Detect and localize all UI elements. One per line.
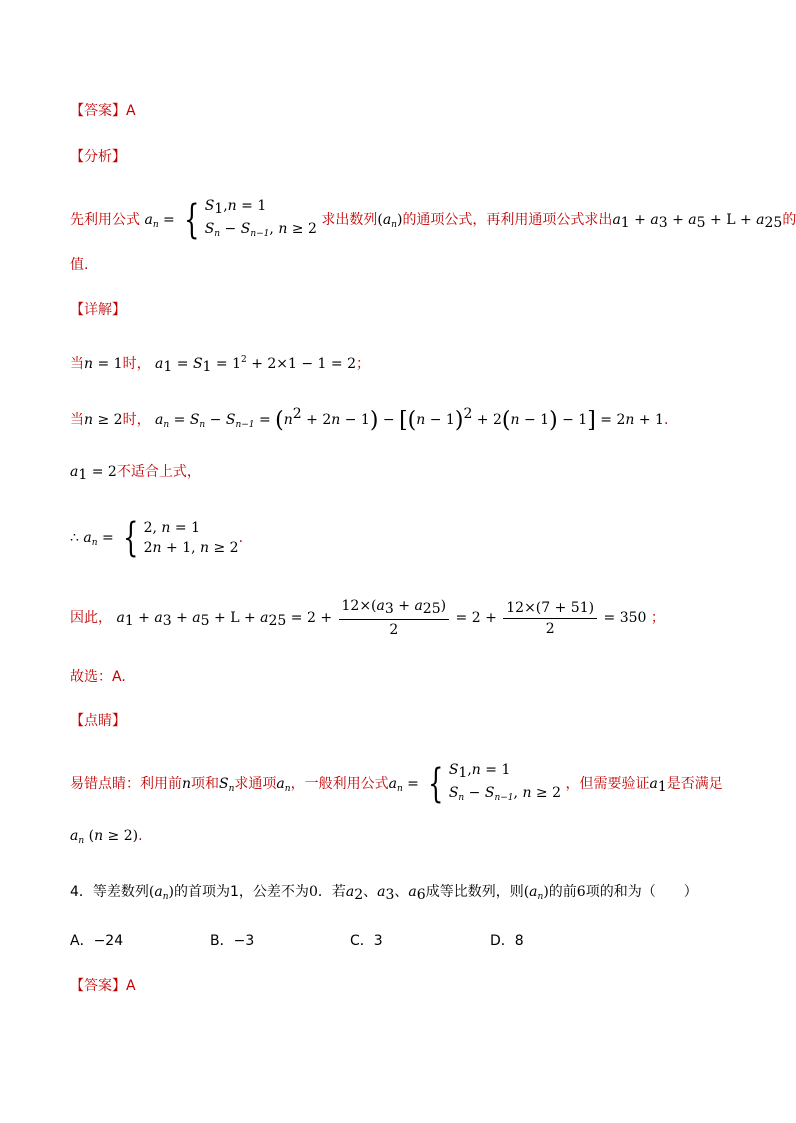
piecewise-formula-2: { $S_1,n = 1$ $S_n - S_{n-1}$, n ≥ 2: [428, 761, 562, 807]
option-c: C．3: [350, 933, 383, 949]
point-line-2: $a_n$ (n ≥ 2).: [70, 828, 143, 846]
detail-line-2: 当n ≥ 2时， $a_n = S_n - S_{n-1} = (n^2 + 2n - 1) - [(n - 1)^2 + 2(n - 1) - 1] = 2n + 1$.: [70, 406, 669, 433]
point-line-1: 易错点睛：利用前n项和$S_n$求通项$a_n$，一般利用公式$a_n$ = { $S_1,n = 1$ $S_n - S_{n-1}$, n ≥ 2 ，但需要验证$a_1$是否满足: [70, 761, 723, 807]
detail-line-3: $a_1 = 2$不适合上式，: [70, 464, 201, 483]
answer-value: A: [126, 103, 136, 119]
answer-line-2: [70, 976, 136, 996]
question-4-options: [70, 931, 630, 951]
analysis-label: 【分析】: [70, 149, 126, 165]
piecewise-formula: { $S_1,n = 1$ $S_n - S_{n-1}$, n ≥ 2: [184, 197, 317, 243]
detail-line-1: 当n = 1时， $a_1 = S_1 = 1^2 + 2\times 1 - 1 = 2$；: [70, 355, 371, 375]
analysis-line: 先利用公式 $a_n$ = { $S_1,n = 1$ $S_n - S_{n-1}$, n ≥ 2 求出数列$(a_n)$的通项公式，再利用通项公式求出$a_1 + a_3 + a_5 + L + a_{25}$的: [70, 197, 796, 243]
point-label: 【点睛】: [70, 713, 126, 729]
answer-line-1: [70, 101, 136, 121]
detail-line-4: ∴ $a_n$ = { 2, n = 1 2n + 1, n ≥ 2.: [70, 515, 244, 561]
piecewise-result: { 2, n = 1 2n + 1, n ≥ 2: [123, 515, 239, 561]
answer-label: 【答案】: [70, 103, 126, 119]
option-b: B．−3: [210, 933, 255, 949]
fraction-1: $\frac{12\times(a_3 + a_{25})}{2}$: [339, 596, 450, 640]
option-a: A．−24: [70, 933, 124, 949]
option-d: D．8: [490, 933, 524, 949]
answer-label-2: 【答案】: [70, 978, 126, 994]
analysis-line-2: 值.: [70, 257, 89, 273]
fraction-2: $\frac{12\times(7 + 51)}{2}$: [503, 598, 597, 639]
detail-line-5: 因此， $a_1 + a_3 + a_5 + L + a_{25} = 2$ + $\frac{12\times(a_3 + a_{25})}{2}$ = 2 + $\frac{12\times(7 + 51)}{2}$ = 350 ；: [70, 598, 665, 638]
question-4-stem: 4．等差数列$(a_n)$的首项为1，公差不为0．若$a_2$、$a_3$、$a_6$成等比数列，则$(a_n)$的前6项的和为（ ）: [70, 884, 698, 903]
detail-label: 【详解】: [70, 302, 126, 318]
answer-value-2: A: [126, 978, 136, 994]
detail-line-6: 故选：A.: [70, 669, 126, 685]
